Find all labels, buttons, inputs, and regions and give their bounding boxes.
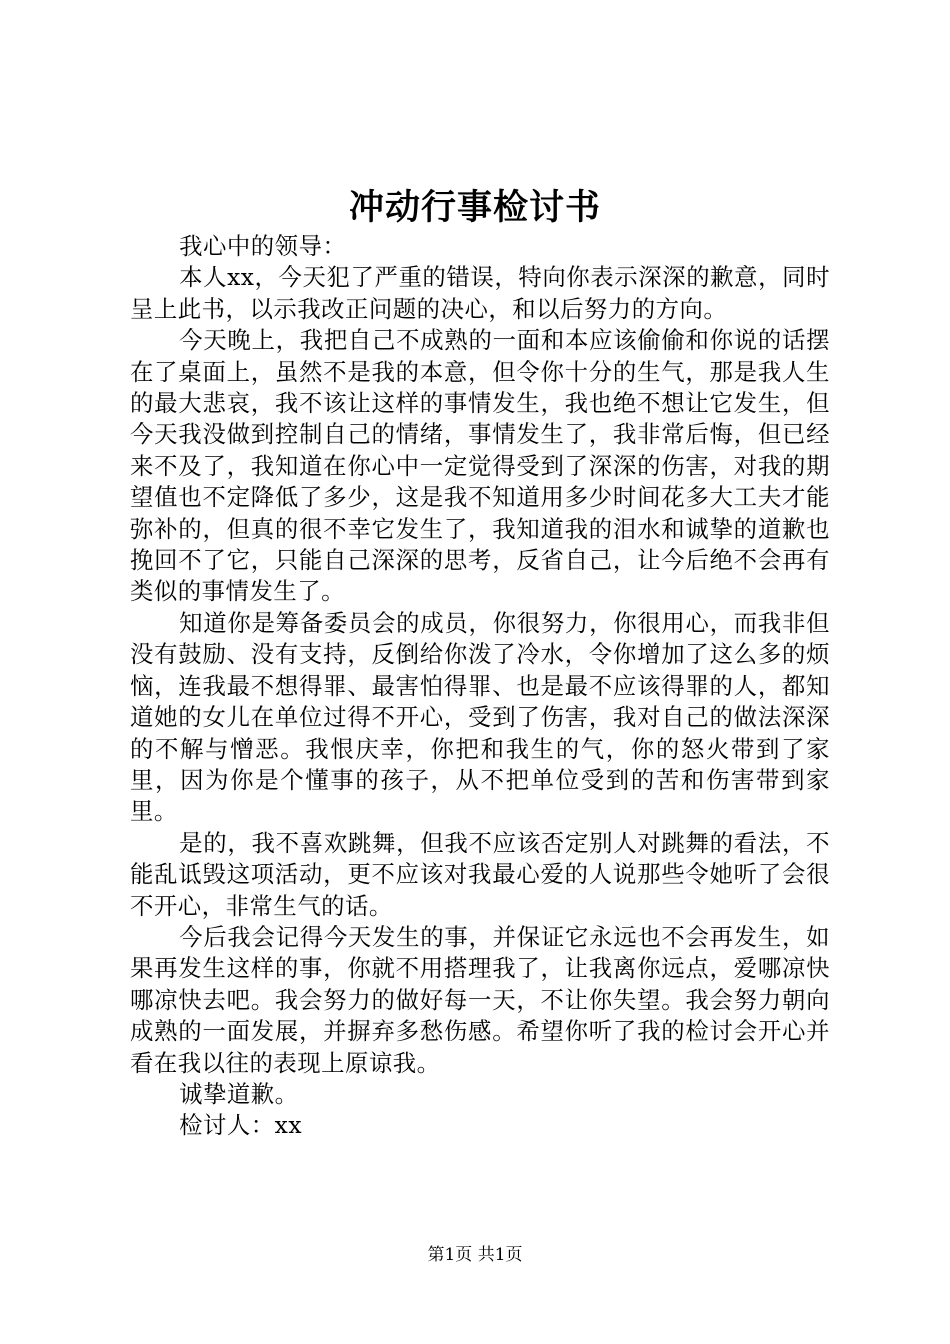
paragraph-committee: 知道你是筹备委员会的成员，你很努力，你很用心，而我非但没有鼓励、没有支持，反倒给你泼了冷水，令你增加了这么多的烦恼，连我最不想得罪、最害怕得罪、也是最不应该得罪的人，都知道她的女儿在单位过得不开心，受到了伤害，我对自己的做法深深的不解与憎恶。我恨庆幸，你把和我生的气，你的怒火带到了家里，因为你是个懂事的孩子，从不把单位受到的苦和伤害带到家里。	[130, 608, 830, 826]
paragraph-promise: 今后我会记得今天发生的事，并保证它永远也不会再发生，如果再发生这样的事，你就不用搭理我了，让我离你远点，爱哪凉快哪凉快去吧。我会努力的做好每一天，不让你失望。我会努力朝向成熟的一面发展，并摒弃多愁伤感。希望你听了我的检讨会开心并看在我以往的表现上原谅我。	[130, 922, 830, 1077]
signature-line: 检讨人：xx	[179, 1111, 303, 1140]
salutation: 我心中的领导：	[179, 232, 347, 260]
paragraph-tonight: 今天晚上，我把自己不成熟的一面和本应该偷偷和你说的话摆在了桌面上，虽然不是我的本意，但令你十分的生气，那是我人生的最大悲哀，我不该让这样的事情发生，我也绝不想让它发生，但今天我没做到控制自己的情绪，事情发生了，我非常后悔，但已经来不及了，我知道在你心中一定觉得受到了深深的伤害，对我的期望值也不定降低了多少，这是我不知道用多少时间花多大工夫才能弥补的，但真的很不幸它发生了，我知道我的泪水和诚挚的道歉也挽回不了它，只能自己深深的思考，反省自己，让今后绝不会再有类似的事情发生了。	[130, 326, 830, 606]
document-body	[130, 231, 830, 1142]
paragraph-dance: 是的，我不喜欢跳舞，但我不应该否定别人对跳舞的看法，不能乱诋毁这项活动，更不应该对我最心爱的人说那些令她听了会很不开心，非常生气的话。	[130, 828, 830, 920]
closing-apology: 诚挚道歉。	[179, 1079, 299, 1108]
paragraph-intro: 本人xx，今天犯了严重的错误，特向你表示深深的歉意，同时呈上此书，以示我改正问题的决心，和以后努力的方向。	[130, 263, 830, 323]
page-number-footer: 第1页 共1页	[427, 1245, 523, 1265]
document-title: 冲动行事检讨书	[348, 187, 601, 228]
